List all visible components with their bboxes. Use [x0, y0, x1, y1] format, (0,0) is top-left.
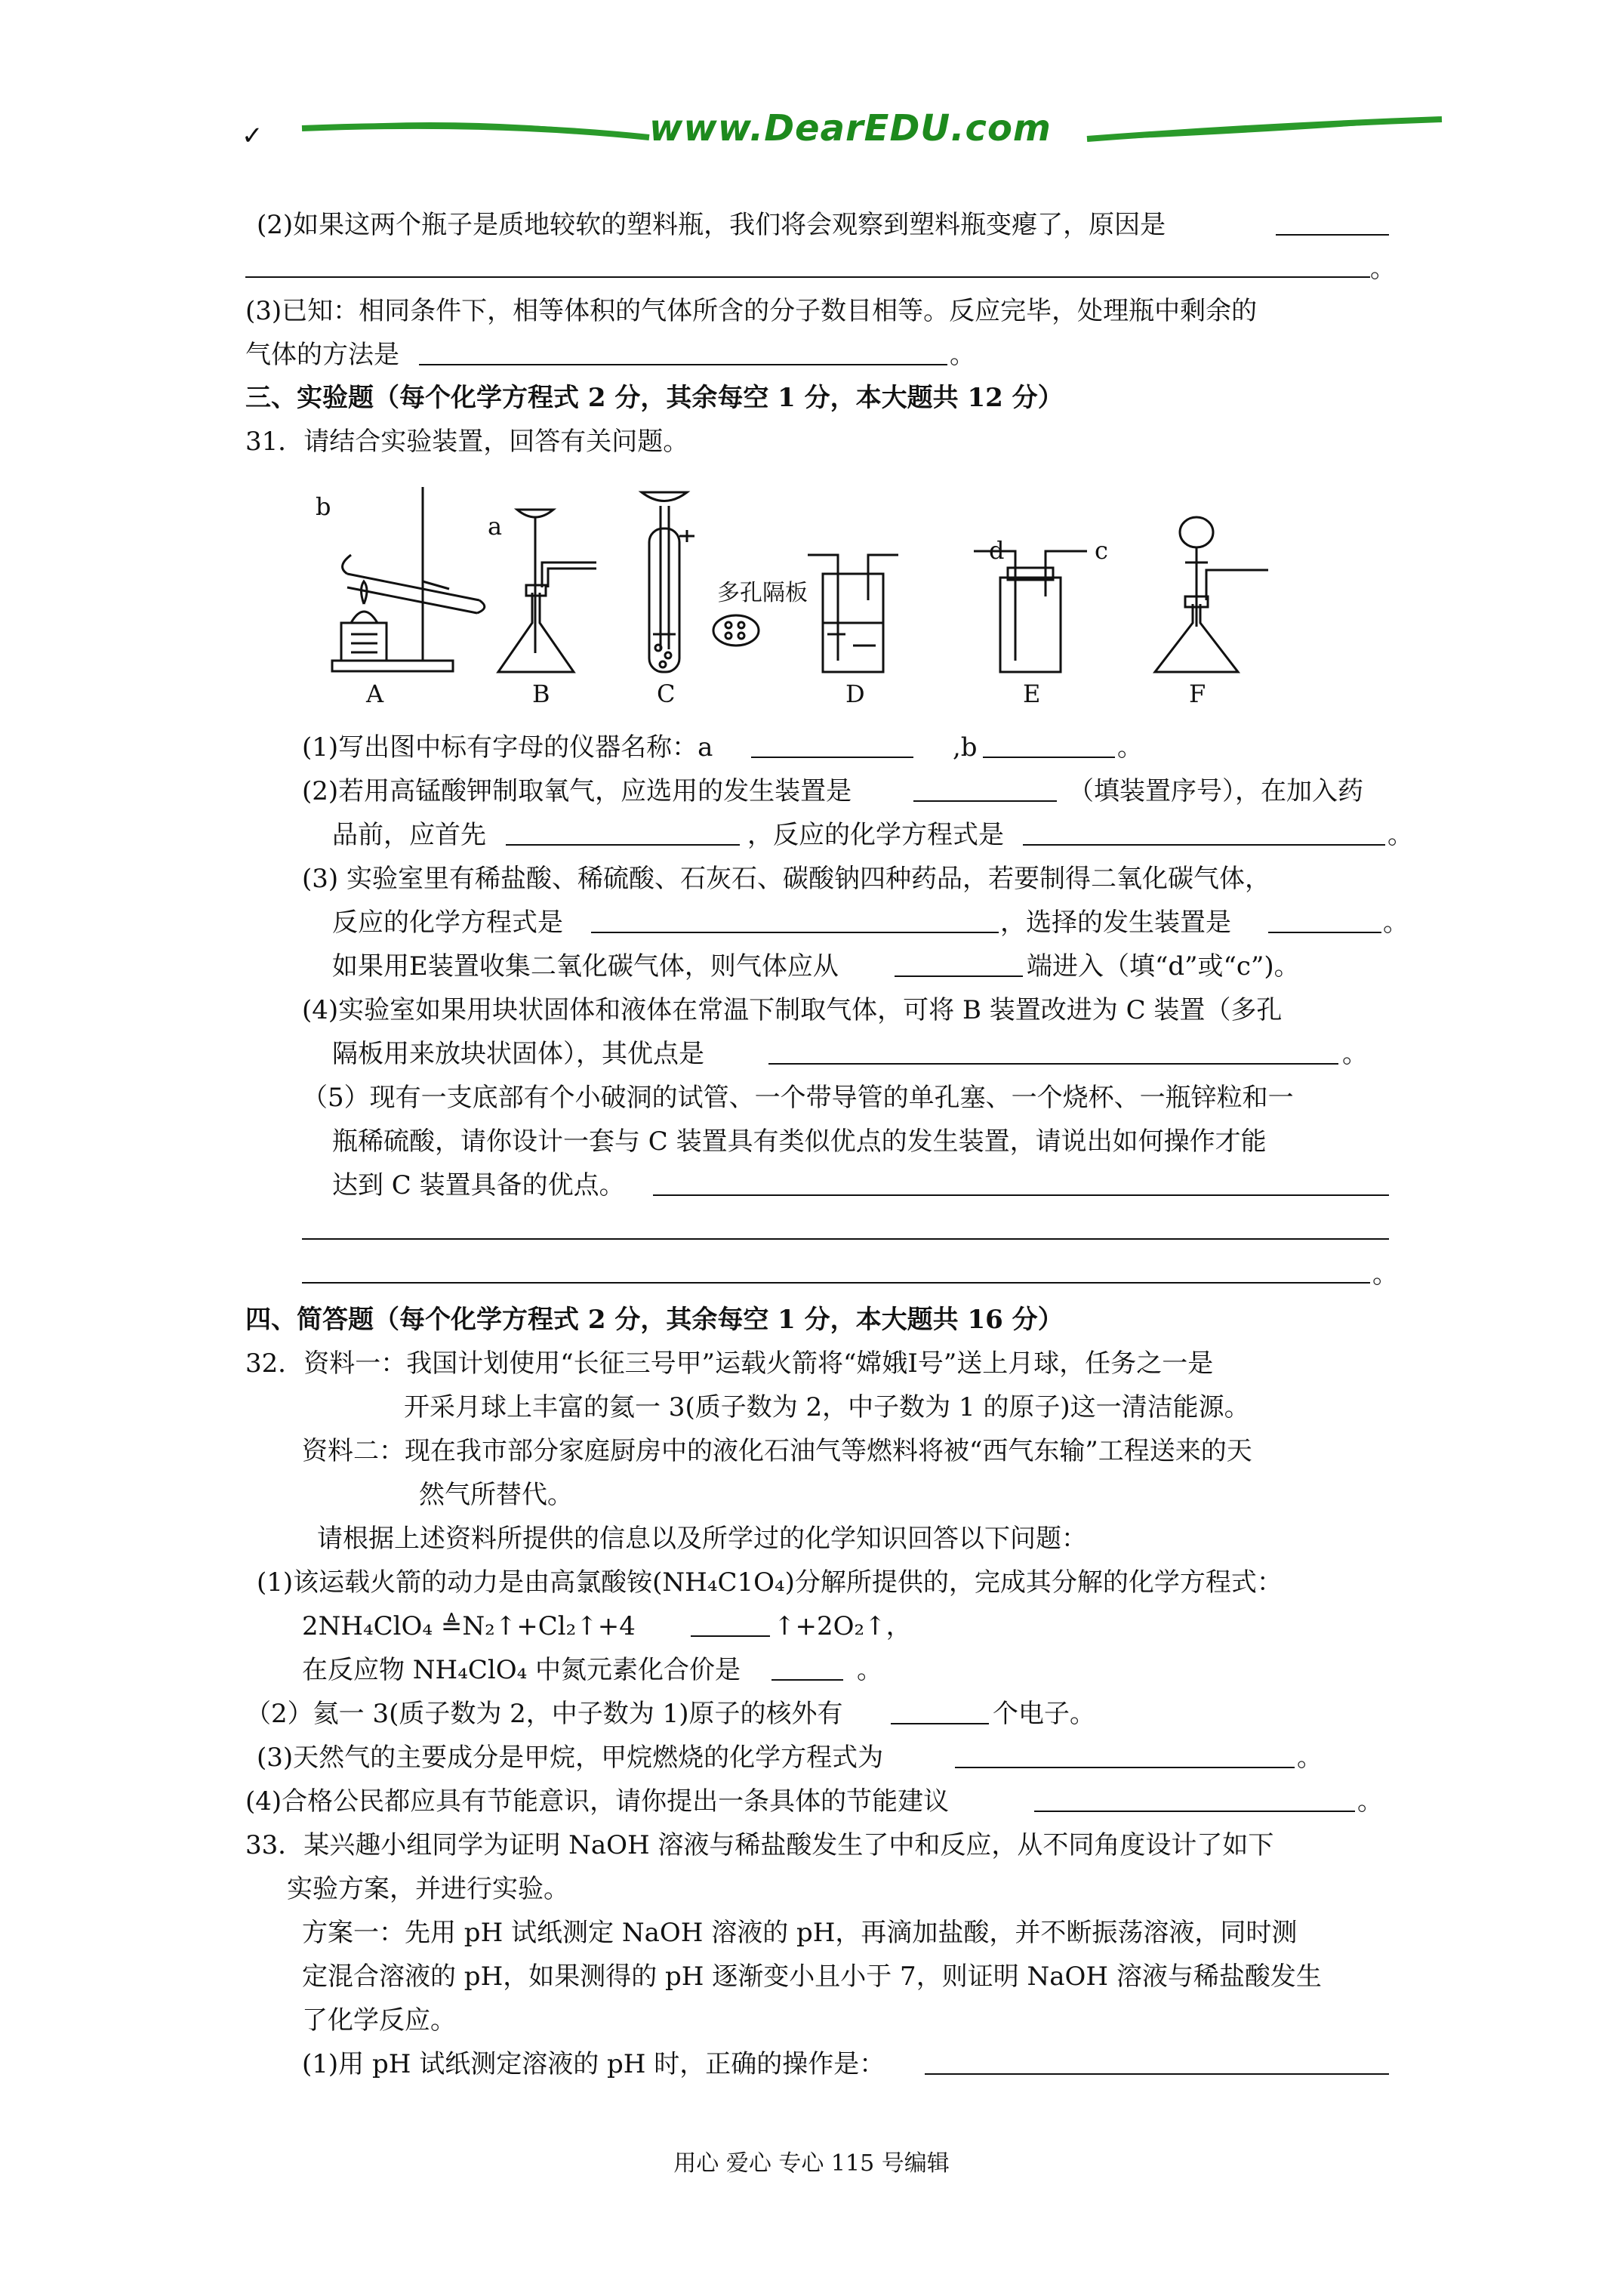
- answer-blank: [302, 1259, 1370, 1284]
- text-line: (1)该运载火箭的动力是由高氯酸铵(NH₄C1O₄)分解所提供的，完成其分解的化学方程式：: [257, 1567, 1283, 1598]
- text-line: 。: [1357, 1786, 1383, 1817]
- lab-apparatus-figure: [317, 476, 1374, 725]
- figure-label-porous-plate: 多孔隔板: [717, 580, 808, 606]
- text-line: 资料二：现在我市部分家庭厨房中的液化石油气等燃料将被“西气东输”工程送来的天: [302, 1436, 1252, 1466]
- text-line: 达到 C 装置具备的优点。: [332, 1170, 625, 1200]
- answer-blank: [245, 254, 1370, 278]
- text-line: 了化学反应。: [302, 2005, 456, 2036]
- text-line: 。: [1297, 1743, 1323, 1773]
- text-line: 实验方案，并进行实验。: [287, 1874, 569, 1904]
- site-logo-text: www.DearEDU.com: [649, 107, 1052, 149]
- text-line: 定混合溶液的 pH，如果测得的 pH 逐渐变小且小于 7，则证明 NaOH 溶液与稀盐酸发生: [302, 1962, 1322, 1992]
- answer-blank: [1276, 211, 1389, 236]
- text-line: 。: [950, 340, 975, 370]
- text-line: 。: [1117, 732, 1143, 763]
- answer-blank: [955, 1744, 1295, 1768]
- answer-blank: [506, 821, 740, 846]
- text-line: 在反应物 NH₄ClO₄ 中氮元素化合价是: [302, 1655, 741, 1685]
- answer-blank: [771, 1657, 843, 1681]
- answer-blank: [1034, 1788, 1355, 1812]
- text-line: (3)已知：相同条件下，相等体积的气体所含的分子数目相等。反应完毕，处理瓶中剩余的: [245, 296, 1258, 326]
- answer-blank: [591, 909, 999, 933]
- text-line: 反应的化学方程式是: [332, 908, 563, 938]
- text-line: ,b: [953, 732, 978, 763]
- answer-blank: [768, 1040, 1338, 1065]
- figure-label-b: b: [316, 492, 331, 521]
- text-line: (2)若用高锰酸钾制取氧气，应选用的发生装置是: [302, 776, 852, 806]
- equation-line: ↑+2O₂↑，: [774, 1611, 912, 1641]
- text-line: ，反应的化学方程式是: [747, 820, 1004, 850]
- text-line: 瓶稀硫酸，请你设计一套与 C 装置具有类似优点的发生装置，请说出如何操作才能: [332, 1126, 1267, 1157]
- equation-line: 2NH₄ClO₄ ≜N₂↑+Cl₂↑+4: [302, 1611, 636, 1641]
- text-line: (4)合格公民都应具有节能意识，请你提出一条具体的节能建议: [245, 1786, 950, 1817]
- question-title: 31．请结合实验装置，回答有关问题。: [245, 427, 689, 457]
- text-line: 端进入（填“d”或“c”)。: [1027, 951, 1300, 982]
- text-line: （5）现有一支底部有个小破洞的试管、一个带导管的单孔塞、一个烧杯、一瓶锌粒和一: [302, 1083, 1294, 1113]
- figure-label-F: F: [1189, 680, 1206, 708]
- figure-label-D: D: [845, 680, 865, 708]
- figure-label-A: A: [366, 680, 384, 708]
- answer-blank: [751, 734, 913, 758]
- answer-blank: [983, 734, 1115, 758]
- text-line: (1)用 pH 试纸测定溶液的 pH 时，正确的操作是：: [302, 2049, 885, 2079]
- answer-blank: [691, 1613, 770, 1637]
- figure-label-a: a: [488, 512, 503, 541]
- answer-blank: [419, 341, 947, 365]
- figure-label-E: E: [1023, 680, 1041, 708]
- figure-label-d: d: [989, 536, 1005, 565]
- question-title: 33．某兴趣小组同学为证明 NaOH 溶液与稀盐酸发生了中和反应，从不同角度设计了如下: [245, 1830, 1274, 1860]
- answer-blank: [925, 2051, 1389, 2075]
- question-title: 32．资料一：我国计划使用“长征三号甲”运载火箭将“嫦娥Ⅰ号”送上月球，任务之一是: [245, 1348, 1214, 1379]
- answer-blank: [895, 953, 1023, 977]
- text-line: (3)天然气的主要成分是甲烷，甲烷燃烧的化学方程式为: [257, 1743, 884, 1773]
- text-line: 。: [1370, 254, 1396, 284]
- figure-label-c: c: [1095, 536, 1108, 565]
- answer-blank: [1268, 909, 1381, 933]
- text-line: （填装置序号），在加入药: [1068, 776, 1363, 806]
- text-line: (4)实验室如果用块状固体和液体在常温下制取气体，可将 B 装置改进为 C 装置（多孔: [302, 995, 1283, 1025]
- text-line: 然气所替代。: [419, 1480, 573, 1510]
- text-line: 方案一：先用 pH 试纸测定 NaOH 溶液的 pH，再滴加盐酸，并不断振荡溶液，同时测: [302, 1918, 1298, 1948]
- text-line: 。: [857, 1655, 882, 1685]
- answer-blank: [891, 1700, 989, 1724]
- figure-label-B: B: [532, 680, 550, 708]
- answer-blank: [1023, 821, 1385, 846]
- check-mark: ✓: [242, 121, 263, 151]
- text-line: 。: [1383, 908, 1409, 938]
- text-line: (3) 实验室里有稀盐酸、稀硫酸、石灰石、碳酸钠四种药品，若要制得二氧化碳气体，: [302, 864, 1270, 894]
- text-line: 气体的方法是: [245, 340, 399, 370]
- text-line: (1)写出图中标有字母的仪器名称：a: [302, 732, 713, 763]
- section-heading: 四、简答题（每个化学方程式 2 分，其余每空 1 分，本大题共 16 分）: [245, 1305, 1064, 1335]
- text-line: 个电子。: [993, 1699, 1095, 1729]
- text-line: 。: [1372, 1259, 1398, 1290]
- answer-blank: [653, 1172, 1389, 1196]
- text-line: (2)如果这两个瓶子是质地较软的塑料瓶，我们将会观察到塑料瓶变瘪了，原因是: [257, 210, 1166, 240]
- text-line: 。: [1387, 820, 1413, 850]
- text-line: 品前，应首先: [332, 820, 486, 850]
- answer-blank: [302, 1216, 1389, 1240]
- text-line: 请根据上述资料所提供的信息以及所学过的化学知识回答以下问题：: [317, 1524, 1087, 1554]
- figure-label-C: C: [657, 680, 676, 708]
- page-footer: 用心 爱心 专心 115 号编辑: [673, 2150, 950, 2177]
- text-line: ，选择的发生装置是: [1000, 908, 1231, 938]
- text-line: 如果用E装置收集二氧化碳气体，则气体应从: [332, 951, 839, 982]
- text-line: 。: [1342, 1039, 1368, 1069]
- answer-blank: [913, 778, 1057, 802]
- text-line: （2）氦一 3(质子数为 2，中子数为 1)原子的核外有: [245, 1699, 843, 1729]
- section-heading: 三、实验题（每个化学方程式 2 分，其余每空 1 分，本大题共 12 分）: [245, 383, 1064, 413]
- text-line: 开采月球上丰富的氦一 3(质子数为 2，中子数为 1 的原子)这一清洁能源。: [404, 1392, 1250, 1422]
- text-line: 隔板用来放块状固体），其优点是: [332, 1039, 704, 1069]
